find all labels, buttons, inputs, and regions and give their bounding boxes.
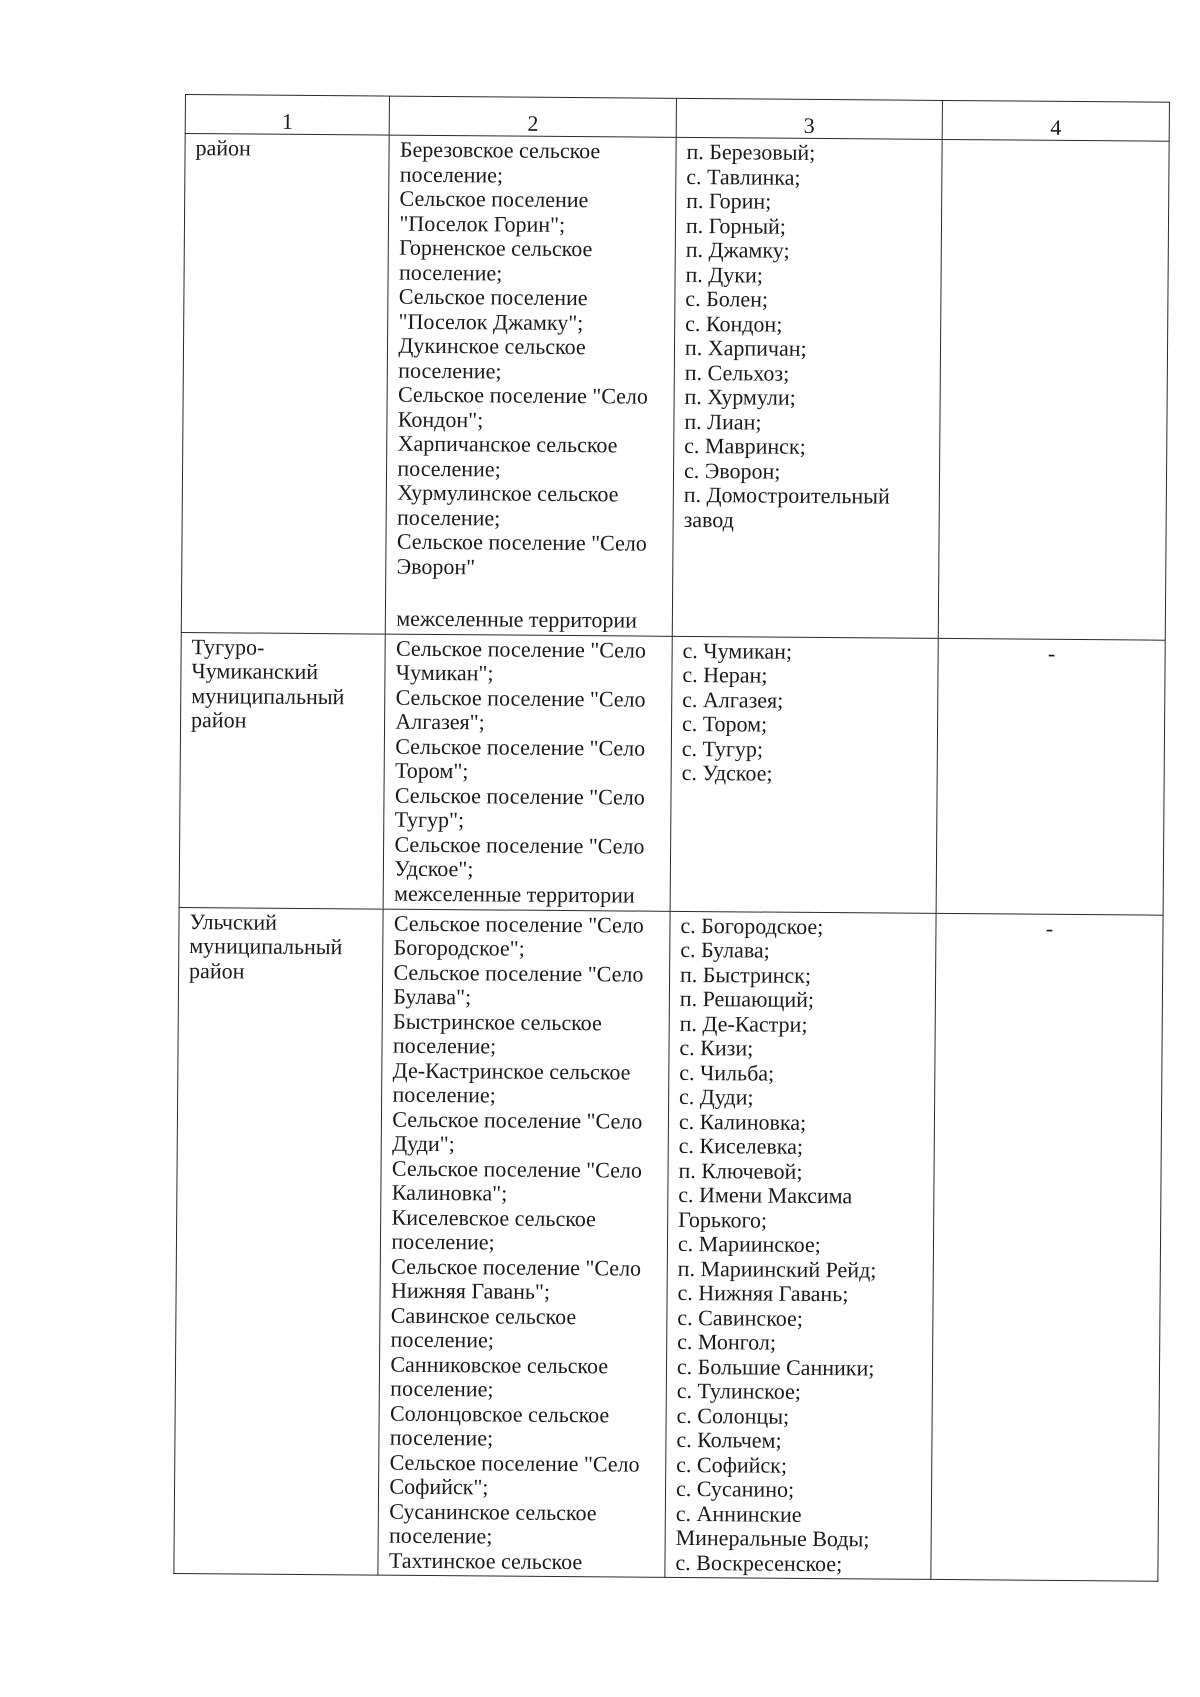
col4-cell: - (936, 638, 1165, 915)
text-line: Солонцовское сельское (389, 1400, 610, 1427)
text-line: Харпичанское сельское (397, 430, 618, 458)
text-line: п. Джамку; (685, 236, 790, 263)
localities-cell (672, 137, 942, 638)
text-line: с. Дуди; (678, 1083, 754, 1110)
text-line: Сельское поселение "Село (395, 733, 646, 761)
text-line: Санниковское сельское (390, 1351, 609, 1378)
text-line: с. Мавринск; (684, 432, 806, 459)
text-line: п. Мариинский Рейд; (677, 1255, 877, 1282)
text-line: Сусанинское сельское (389, 1498, 597, 1525)
text-line: Сельское поселение "Село (395, 635, 647, 663)
text-line: межселенные территории (394, 880, 635, 908)
text-line: п. Березовый; (686, 138, 816, 165)
text-line: муниципальный (191, 682, 345, 709)
table-row (174, 907, 1163, 1581)
text-line: поселение; (390, 1326, 495, 1353)
text-line: с. Тором; (681, 710, 768, 737)
text-line: с. Алгазея; (682, 686, 784, 713)
text-line: поселение; (388, 1522, 493, 1549)
text-line: п. Хурмули; (684, 383, 796, 410)
text-line: с. Мариинское; (677, 1230, 821, 1258)
text-line: Сельское поселение (398, 283, 588, 311)
text-line: Горненское сельское (399, 234, 593, 262)
text-line: с. Монгол; (677, 1328, 777, 1355)
text-line: Савинское сельское (390, 1302, 577, 1329)
text-line: поселение; (391, 1228, 495, 1255)
text-line: п. Домостроительный (683, 481, 890, 509)
text-line: п. Де-Кастри; (679, 1010, 808, 1037)
text-line: с. Кондон; (685, 310, 783, 337)
text-line: Тором"; (394, 757, 469, 784)
text-line: Сельское поселение (399, 185, 589, 213)
text-line: Минеральные Воды; (675, 1524, 870, 1552)
text-line: с. Имени Максима (678, 1181, 853, 1209)
text-line: Эворон" (396, 553, 476, 579)
table-row (179, 632, 1165, 915)
header-col-3: 3 (676, 98, 942, 139)
col4-cell: - (931, 913, 1163, 1581)
text-line: Сельское поселение "Село (396, 528, 647, 556)
text-line: с. Болен; (685, 285, 769, 312)
text-line: поселение; (398, 357, 502, 383)
text-line: район (189, 957, 245, 983)
text-line: Чумиканский (191, 658, 319, 685)
text-line: с. Неран; (682, 661, 768, 688)
settlements-table (173, 94, 1170, 1582)
text-line: поселение; (397, 455, 501, 481)
text-line: Ульчский (189, 908, 278, 935)
text-line: Березовское сельское (399, 136, 601, 164)
col4-cell (938, 139, 1169, 639)
text-line: поселение; (390, 1375, 494, 1402)
text-line: п. Лиан; (684, 408, 762, 435)
text-line: Алгазея"; (395, 708, 485, 735)
text-line: поселение; (389, 1424, 494, 1451)
text-line: п. Ключевой; (678, 1157, 803, 1184)
table-row (181, 134, 1169, 640)
text-line: п. Дуки; (685, 261, 764, 288)
text-line: Горького; (678, 1206, 768, 1233)
text-line: с. Булава; (680, 936, 770, 963)
text-line: Калиновка"; (391, 1179, 508, 1206)
text-line: с. Нижняя Гавань; (677, 1279, 849, 1307)
text-line: Сельское поселение "Село (393, 910, 644, 938)
text-line: завод (683, 506, 734, 532)
text-line: Де-Кастринское сельское (392, 1057, 631, 1085)
header-col-4: 4 (942, 100, 1169, 141)
text-line: с. Тугур; (681, 735, 764, 762)
text-line: п. Горный; (685, 212, 787, 239)
text-line: Чумикан"; (395, 659, 494, 686)
settlements-list (397, 138, 666, 581)
settlements-cell (383, 634, 672, 911)
settlements-tail: межселенные территории (396, 605, 638, 633)
text-line: Кондон"; (397, 406, 484, 432)
text-line: Тугуро- (191, 633, 265, 660)
text-line: с. Чильба; (679, 1059, 775, 1086)
text-line: с. Савинское; (677, 1304, 804, 1331)
settlements-cell (378, 909, 670, 1578)
text-line: поселение; (399, 161, 504, 188)
text-line: с. Богородское; (680, 912, 824, 939)
text-line: "Поселок Горин"; (399, 210, 566, 237)
text-line: п. Горин; (686, 187, 772, 214)
text-line: с. Калиновка; (678, 1108, 807, 1135)
text-line: с. Сусанино; (675, 1475, 795, 1502)
text-line: Сельское поселение "Село (391, 1253, 642, 1281)
text-line: "Поселок Джамку"; (398, 308, 584, 335)
text-line: с. Софийск; (676, 1451, 788, 1478)
text-line: с. Тавлинка; (686, 163, 801, 190)
text-line: Дукинское сельское (398, 332, 586, 360)
text-line: с. Эворон; (683, 457, 781, 484)
text-line: с. Удское; (681, 759, 773, 786)
text-line: с. Солонцы; (676, 1402, 790, 1429)
text-line: Сельское поселение "Село (389, 1449, 640, 1477)
text-line: Сельское поселение "Село (394, 782, 645, 810)
localities-cell (665, 911, 936, 1580)
text-line: поселение; (392, 1032, 497, 1059)
header-col-2: 2 (390, 96, 677, 137)
text-line: Сельское поселение "Село (393, 959, 644, 987)
text-line: Сельское поселение "Село (394, 831, 645, 859)
text-line: Хурмулинское сельское (397, 479, 619, 507)
text-line: п. Сельхоз; (684, 359, 790, 386)
settlements-cell (386, 135, 676, 636)
text-line: Булава"; (393, 983, 472, 1010)
text-line: с. Кольчем; (676, 1426, 782, 1453)
text-line: поселение; (396, 504, 501, 530)
text-line: Быстринское сельское (393, 1008, 602, 1035)
spacer (396, 579, 662, 609)
text-line: с. Аннинские (675, 1500, 802, 1527)
text-line: Тугур"; (394, 806, 465, 833)
text-line: район (195, 135, 251, 161)
text-line: с. Киселевка; (678, 1132, 804, 1159)
text-line: Сельское поселение "Село (395, 684, 646, 712)
text-line: поселение; (398, 259, 503, 285)
text-line: с. Чумикан; (682, 637, 793, 664)
text-line: п. Быстринск; (679, 961, 812, 988)
localities-cell (670, 636, 938, 913)
text-line: п. Решающий; (679, 985, 815, 1012)
text-line: район (190, 707, 247, 733)
text-line: Тахтинское сельское (388, 1547, 583, 1574)
district-cell (181, 134, 389, 634)
district-cell (174, 907, 384, 1575)
text-line: Богородское"; (393, 934, 525, 961)
text-line: Сельское поселение "Село (391, 1155, 642, 1183)
text-line: Нижняя Гавань"; (390, 1277, 551, 1304)
text-line: муниципальный (189, 933, 343, 960)
text-line: Киселевское сельское (391, 1204, 596, 1231)
text-line: с. Воскресенское; (675, 1549, 843, 1576)
district-cell (179, 632, 386, 909)
text-line: с. Кизи; (679, 1034, 754, 1061)
text-line: с. Тулинское; (676, 1377, 802, 1404)
header-col-1: 1 (185, 95, 390, 136)
text-line: с. Большие Санники; (676, 1353, 875, 1380)
text-line: Сельское поселение "Село (392, 1106, 643, 1134)
text-line: Софийск"; (389, 1473, 489, 1500)
text-line: Удское"; (394, 855, 474, 882)
text-line: поселение; (392, 1081, 496, 1108)
text-line: п. Харпичан; (684, 334, 807, 361)
text-line: Дуди"; (392, 1130, 455, 1157)
text-line: Сельское поселение "Село (397, 381, 649, 409)
